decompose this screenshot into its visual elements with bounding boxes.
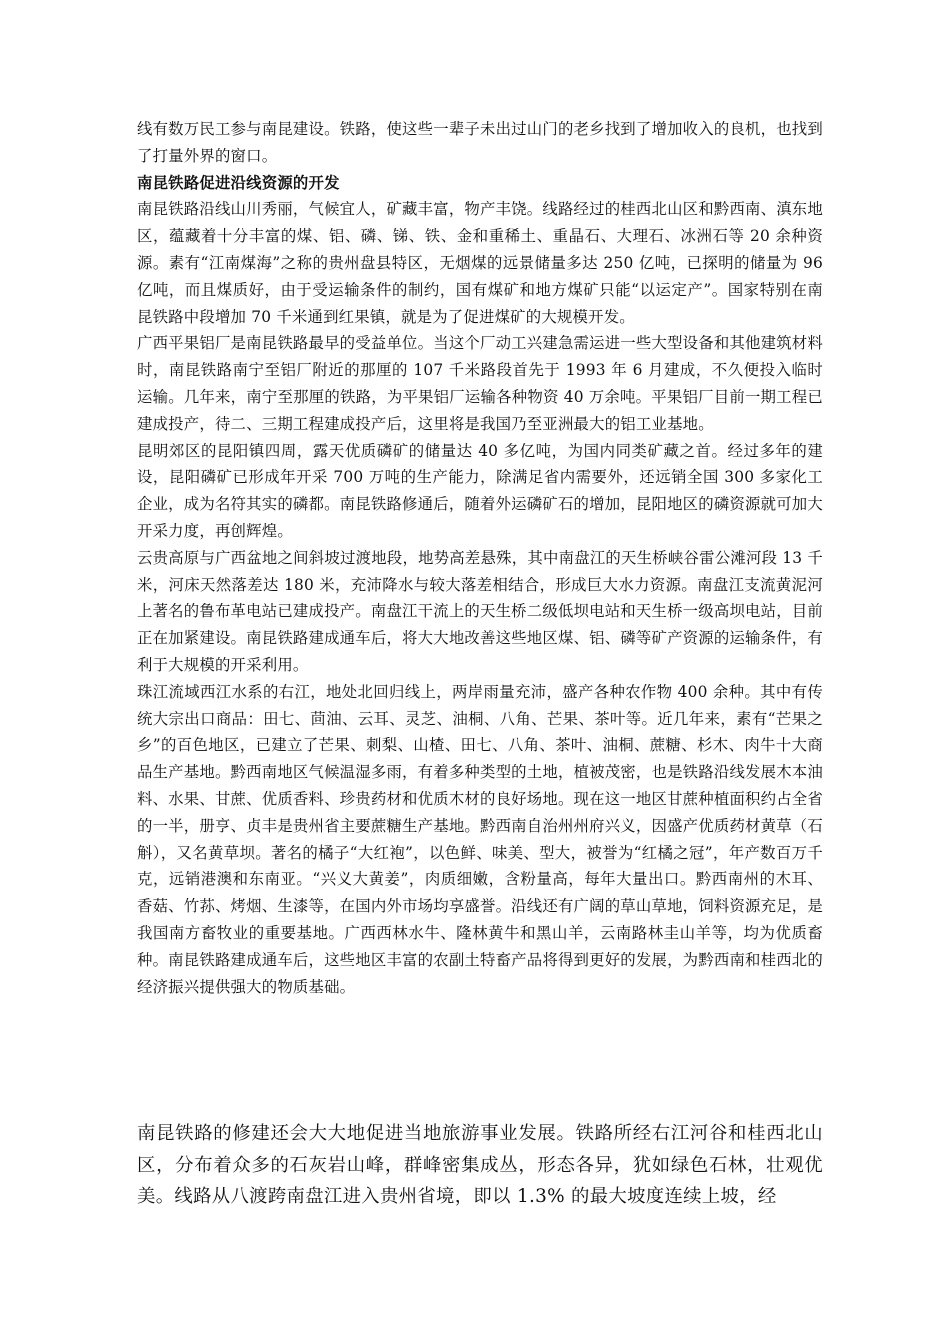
paragraph-resources: 南昆铁路沿线山川秀丽，气候宜人，矿藏丰富，物产丰饶。线路经过的桂西北山区和黔西南、滇东地区，蕴藏着十分丰富的煤、铝、磷、锑、铁、金和重稀土、重晶石、大理石、冰洲石等 20 余种资源。素有“江南煤海”之称的贵州盘县特区，无烟煤的远景储量多达 250 亿吨，已探明的储量为 96 亿吨，而且煤质好，由于受运输条件的制约，国有煤矿和地方煤矿只能“以运定产”。国家特别在南昆铁路中段增加 70 千米通到红果镇，就是为了促进煤矿的大规模开发。: [137, 200, 823, 326]
paragraph-intro: 线有数万民工参与南昆建设。铁路，使这些一辈子未出过山门的老乡找到了增加收入的良机，也找到了打量外界的窗口。: [137, 120, 823, 165]
paragraph-agriculture: 珠江流域西江水系的右江，地处北回归线上，两岸雨量充沛，盛产各种农作物 400 余种。其中有传统大宗出口商品：田七、茴油、云耳、灵芝、油桐、八角、芒果、茶叶等。近几年来，素有“芒果之乡”的百色地区，已建立了芒果、刺梨、山楂、田七、八角、茶叶、油桐、蔗糖、杉木、肉牛十大商品生产基地。黔西南地区气候温湿多雨，有着多种类型的土地，植被茂密，也是铁路沿线发展木本油料、水果、甘蔗、优质香料、珍贵药材和优质木材的良好场地。现在这一地区甘蔗种植面积约占全省的一半，册亨、贞丰是贵州省主要蔗糖生产基地。黔西南自治州州府兴义，因盛产优质药材黄草（石斛），又名黄草坝。著名的橘子“大红袍”，以色鲜、味美、型大，被誉为“红橘之冠”，年产数百万千克，远销港澳和东南亚。“兴义大黄姜”，肉质细嫩，含粉量高，每年大量出口。黔西南州的木耳、香菇、竹荪、烤烟、生漆等，在国内外市场均享盛誉。沿线还有广阔的草山草地，饲料资源充足，是我国南方畜牧业的重要基地。广西西林水牛、隆林黄牛和黑山羊，云南路林圭山羊等，均为优质畜种。南昆铁路建成通车后，这些地区丰富的农副土特畜产品将得到更好的发展，为黔西南和桂西北的经济振兴提供强大的物质基础。: [137, 682, 823, 996]
document-tail: [137, 1118, 823, 1213]
paragraph-kunyang-phosphate: 昆明郊区的昆阳镇四周，露天优质磷矿的储量达 40 多亿吨，为国内同类矿藏之首。经过多年的建设，昆阳磷矿已形成年开采 700 万吨的生产能力，除满足省内需要外，还远销全国 300 多家化工企业，成为名符其实的磷都。南昆铁路修通后，随着外运磷矿石的增加，昆阳地区的磷资源就可加大开采力度，再创辉煌。: [137, 441, 823, 540]
section-heading: 南昆铁路促进沿线资源的开发: [137, 173, 340, 192]
paragraph-tourism: 南昆铁路的修建还会大大地促进当地旅游事业发展。铁路所经右江河谷和桂西北山区，分布着众多的石灰岩山峰，群峰密集成丛，形态各异，犹如绿色石林，壮观优美。线路从八渡跨南盘江进入贵州省境，即以 1.3% 的最大坡度连续上坡，经: [137, 1123, 823, 1207]
paragraph-hydropower: 云贵高原与广西盆地之间斜坡过渡地段，地势高差悬殊，其中南盘江的天生桥峡谷雷公滩河段 13 千米，河床天然落差达 180 米，充沛降水与较大落差相结合，形成巨大水力资源。南盘江支流黄泥河上著名的鲁布革电站已建成投产。南盘江干流上的天生桥二级低坝电站和天生桥一级高坝电站，目前正在加紧建设。南昆铁路建成通车后，将大大地改善这些地区煤、铝、磷等矿产资源的运输条件，有利于大规模的开采利用。: [137, 548, 823, 674]
document-body: [137, 116, 823, 1000]
paragraph-pingguo-aluminum: 广西平果铝厂是南昆铁路最早的受益单位。当这个厂动工兴建急需运进一些大型设备和其他建筑材料时，南昆铁路南宁至铝厂附近的那厘的 107 千米路段首先于 1993 年 6 月建成，不久便投入临时运输。几年来，南宁至那厘的铁路，为平果铝厂运输各种物资 40 万余吨。平果铝厂目前一期工程已建成投产，待二、三期工程建成投产后，这里将是我国乃至亚洲最大的铝工业基地。: [137, 334, 823, 433]
